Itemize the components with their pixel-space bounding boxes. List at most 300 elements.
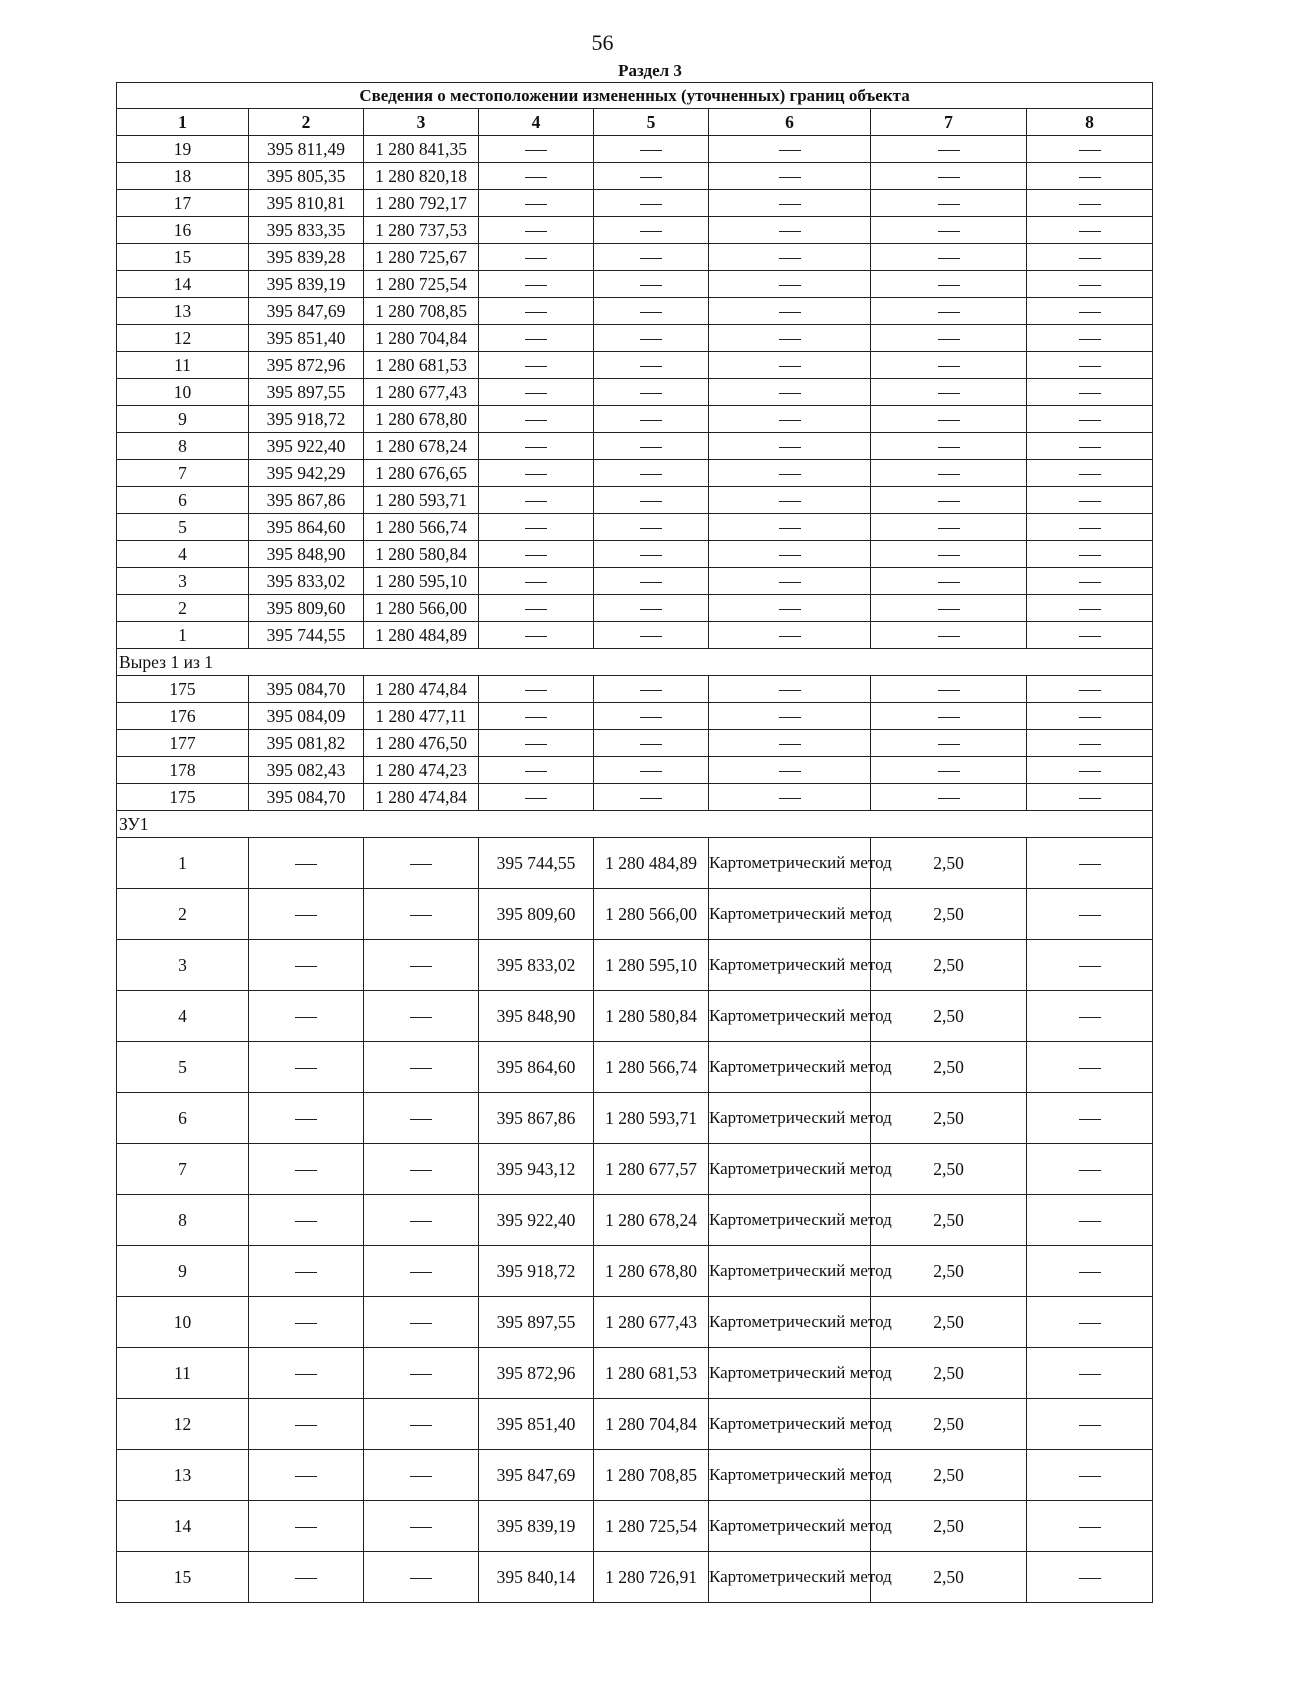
- method-cell: Картометрический метод: [709, 1246, 871, 1297]
- table-caption: Сведения о местоположении измененных (уточненных) границ объекта: [117, 83, 1153, 109]
- empty-value-cell: [249, 1552, 364, 1603]
- coord-y-cell: 1 280 681,53: [364, 352, 479, 379]
- new-coord-x-cell: 395 918,72: [479, 1246, 594, 1297]
- dash-mark: [640, 798, 662, 799]
- cutout-table-row: [117, 757, 1153, 784]
- method-cell: Картометрический метод: [709, 1297, 871, 1348]
- coord-y-cell: 1 280 566,74: [364, 514, 479, 541]
- dash-mark: [640, 690, 662, 691]
- method-cell: Картометрический метод: [709, 1552, 871, 1603]
- coord-y-cell: 1 280 677,43: [364, 379, 479, 406]
- accuracy-cell: 2,50: [871, 1093, 1027, 1144]
- empty-value-cell: [1027, 298, 1153, 325]
- dash-mark: [938, 528, 960, 529]
- empty-value-cell: [871, 784, 1027, 811]
- empty-value-cell: [249, 1450, 364, 1501]
- empty-value-cell: [871, 325, 1027, 352]
- new-coord-x-cell: 395 840,14: [479, 1552, 594, 1603]
- coord-y-cell: 1 280 725,54: [364, 271, 479, 298]
- method-cell: Картометрический метод: [709, 1348, 871, 1399]
- dash-mark: [938, 231, 960, 232]
- dash-mark: [525, 474, 547, 475]
- dash-mark: [525, 339, 547, 340]
- point-number-cell: 1: [117, 838, 249, 889]
- dash-mark: [779, 717, 801, 718]
- empty-value-cell: [594, 217, 709, 244]
- zu-table-row: [117, 1450, 1153, 1501]
- empty-value-cell: [709, 379, 871, 406]
- dash-mark: [779, 150, 801, 151]
- dash-mark: [779, 258, 801, 259]
- dash-mark: [525, 636, 547, 637]
- empty-value-cell: [364, 1297, 479, 1348]
- accuracy-cell: 2,50: [871, 1501, 1027, 1552]
- empty-value-cell: [594, 244, 709, 271]
- empty-value-cell: [1027, 757, 1153, 784]
- empty-value-cell: [594, 163, 709, 190]
- empty-value-cell: [1027, 163, 1153, 190]
- dash-mark: [525, 312, 547, 313]
- empty-value-cell: [364, 1501, 479, 1552]
- point-number-cell: 14: [117, 1501, 249, 1552]
- point-number-cell: 9: [117, 1246, 249, 1297]
- empty-value-cell: [594, 406, 709, 433]
- empty-value-cell: [479, 703, 594, 730]
- empty-value-cell: [594, 298, 709, 325]
- point-number-cell: 1: [117, 622, 249, 649]
- empty-value-cell: [1027, 541, 1153, 568]
- dash-mark: [779, 204, 801, 205]
- dash-mark: [1079, 420, 1101, 421]
- dash-mark: [1079, 177, 1101, 178]
- point-number-cell: 175: [117, 784, 249, 811]
- dash-mark: [938, 204, 960, 205]
- coord-x-cell: 395 847,69: [249, 298, 364, 325]
- dash-mark: [779, 690, 801, 691]
- empty-value-cell: [709, 460, 871, 487]
- empty-value-cell: [1027, 1399, 1153, 1450]
- empty-value-cell: [594, 622, 709, 649]
- zu-section-row-label: ЗУ1: [117, 811, 1153, 838]
- empty-value-cell: [479, 487, 594, 514]
- coord-y-cell: 1 280 704,84: [364, 325, 479, 352]
- point-number-cell: 7: [117, 460, 249, 487]
- empty-value-cell: [1027, 784, 1153, 811]
- method-cell: Картометрический метод: [709, 1399, 871, 1450]
- dash-mark: [295, 1017, 317, 1018]
- point-number-cell: 178: [117, 757, 249, 784]
- table-row: [117, 514, 1153, 541]
- empty-value-cell: [594, 568, 709, 595]
- point-number-cell: 16: [117, 217, 249, 244]
- dash-mark: [1079, 1374, 1101, 1375]
- empty-value-cell: [1027, 1246, 1153, 1297]
- dash-mark: [410, 1119, 432, 1120]
- empty-value-cell: [871, 676, 1027, 703]
- dash-mark: [1079, 744, 1101, 745]
- coord-x-cell: 395 922,40: [249, 433, 364, 460]
- dash-mark: [525, 717, 547, 718]
- point-number-cell: 9: [117, 406, 249, 433]
- coord-y-cell: 1 280 580,84: [364, 541, 479, 568]
- new-coord-x-cell: 395 864,60: [479, 1042, 594, 1093]
- table-row: [117, 352, 1153, 379]
- point-number-cell: 15: [117, 244, 249, 271]
- dash-mark: [295, 1374, 317, 1375]
- empty-value-cell: [871, 271, 1027, 298]
- dash-mark: [410, 1068, 432, 1069]
- dash-mark: [640, 258, 662, 259]
- dash-mark: [640, 231, 662, 232]
- dash-mark: [410, 1272, 432, 1273]
- empty-value-cell: [1027, 889, 1153, 940]
- coord-y-cell: 1 280 593,71: [364, 487, 479, 514]
- table-row: [117, 406, 1153, 433]
- dash-mark: [1079, 1272, 1101, 1273]
- dash-mark: [410, 915, 432, 916]
- table-caption-row: [117, 83, 1153, 109]
- coord-x-cell: 395 851,40: [249, 325, 364, 352]
- dash-mark: [410, 1170, 432, 1171]
- dash-mark: [525, 204, 547, 205]
- empty-value-cell: [364, 889, 479, 940]
- dash-mark: [1079, 339, 1101, 340]
- new-coord-y-cell: 1 280 681,53: [594, 1348, 709, 1399]
- dash-mark: [295, 1068, 317, 1069]
- dash-mark: [1079, 690, 1101, 691]
- column-header: 8: [1027, 109, 1153, 136]
- new-coord-x-cell: 395 744,55: [479, 838, 594, 889]
- empty-value-cell: [871, 136, 1027, 163]
- dash-mark: [779, 366, 801, 367]
- coord-x-cell: 395 744,55: [249, 622, 364, 649]
- method-cell: Картометрический метод: [709, 1195, 871, 1246]
- point-number-cell: 176: [117, 703, 249, 730]
- empty-value-cell: [479, 406, 594, 433]
- dash-mark: [779, 177, 801, 178]
- dash-mark: [640, 150, 662, 151]
- dash-mark: [1079, 1578, 1101, 1579]
- dash-mark: [779, 447, 801, 448]
- empty-value-cell: [479, 460, 594, 487]
- new-coord-y-cell: 1 280 595,10: [594, 940, 709, 991]
- empty-value-cell: [594, 136, 709, 163]
- point-number-cell: 18: [117, 163, 249, 190]
- dash-mark: [525, 393, 547, 394]
- zu-table-row: [117, 1399, 1153, 1450]
- point-number-cell: 11: [117, 1348, 249, 1399]
- empty-value-cell: [479, 271, 594, 298]
- new-coord-y-cell: 1 280 566,74: [594, 1042, 709, 1093]
- empty-value-cell: [479, 217, 594, 244]
- new-coord-y-cell: 1 280 677,57: [594, 1144, 709, 1195]
- empty-value-cell: [709, 514, 871, 541]
- dash-mark: [779, 555, 801, 556]
- dash-mark: [938, 366, 960, 367]
- table-row: [117, 244, 1153, 271]
- empty-value-cell: [1027, 352, 1153, 379]
- method-cell: Картометрический метод: [709, 889, 871, 940]
- zu-table-row: [117, 991, 1153, 1042]
- empty-value-cell: [594, 433, 709, 460]
- point-number-cell: 4: [117, 991, 249, 1042]
- dash-mark: [1079, 636, 1101, 637]
- column-header: 5: [594, 109, 709, 136]
- dash-mark: [1079, 1425, 1101, 1426]
- empty-value-cell: [871, 595, 1027, 622]
- point-number-cell: 17: [117, 190, 249, 217]
- dash-mark: [1079, 1323, 1101, 1324]
- dash-mark: [410, 1527, 432, 1528]
- dash-mark: [295, 864, 317, 865]
- empty-value-cell: [1027, 940, 1153, 991]
- table-row: [117, 622, 1153, 649]
- point-number-cell: 8: [117, 1195, 249, 1246]
- coord-x-cell: 395 805,35: [249, 163, 364, 190]
- empty-value-cell: [1027, 1501, 1153, 1552]
- empty-value-cell: [249, 1042, 364, 1093]
- dash-mark: [779, 420, 801, 421]
- empty-value-cell: [709, 676, 871, 703]
- empty-value-cell: [1027, 1450, 1153, 1501]
- empty-value-cell: [709, 595, 871, 622]
- dash-mark: [1079, 501, 1101, 502]
- dash-mark: [1079, 1527, 1101, 1528]
- empty-value-cell: [709, 271, 871, 298]
- table-row: [117, 163, 1153, 190]
- point-number-cell: 13: [117, 298, 249, 325]
- table-row: [117, 190, 1153, 217]
- coord-x-cell: 395 811,49: [249, 136, 364, 163]
- empty-value-cell: [1027, 433, 1153, 460]
- dash-mark: [1079, 966, 1101, 967]
- new-coord-x-cell: 395 809,60: [479, 889, 594, 940]
- dash-mark: [779, 744, 801, 745]
- dash-mark: [295, 1578, 317, 1579]
- dash-mark: [938, 393, 960, 394]
- section-title: Раздел 3: [618, 61, 682, 80]
- empty-value-cell: [479, 163, 594, 190]
- new-coord-y-cell: 1 280 726,91: [594, 1552, 709, 1603]
- empty-value-cell: [1027, 379, 1153, 406]
- point-number-cell: 12: [117, 1399, 249, 1450]
- coord-x-cell: 395 848,90: [249, 541, 364, 568]
- cutout-table-row: [117, 676, 1153, 703]
- dash-mark: [779, 393, 801, 394]
- point-number-cell: 12: [117, 325, 249, 352]
- new-coord-y-cell: 1 280 484,89: [594, 838, 709, 889]
- dash-mark: [1079, 1221, 1101, 1222]
- cutout-table-row: [117, 703, 1153, 730]
- empty-value-cell: [709, 541, 871, 568]
- column-header: 7: [871, 109, 1027, 136]
- column-header: 4: [479, 109, 594, 136]
- empty-value-cell: [709, 406, 871, 433]
- empty-value-cell: [1027, 1144, 1153, 1195]
- empty-value-cell: [479, 730, 594, 757]
- empty-value-cell: [709, 163, 871, 190]
- table-row: [117, 271, 1153, 298]
- zu-table-row: [117, 1348, 1153, 1399]
- dash-mark: [938, 447, 960, 448]
- empty-value-cell: [871, 541, 1027, 568]
- empty-value-cell: [594, 595, 709, 622]
- point-number-cell: 177: [117, 730, 249, 757]
- dash-mark: [525, 258, 547, 259]
- dash-mark: [1079, 1068, 1101, 1069]
- empty-value-cell: [871, 352, 1027, 379]
- dash-mark: [1079, 312, 1101, 313]
- zu-table-row: [117, 1195, 1153, 1246]
- empty-value-cell: [364, 1042, 479, 1093]
- empty-value-cell: [709, 568, 871, 595]
- dash-mark: [410, 966, 432, 967]
- zu-table-row: [117, 838, 1153, 889]
- empty-value-cell: [594, 190, 709, 217]
- point-number-cell: 6: [117, 487, 249, 514]
- method-cell: Картометрический метод: [709, 1144, 871, 1195]
- empty-value-cell: [871, 298, 1027, 325]
- table-row: [117, 217, 1153, 244]
- empty-value-cell: [1027, 838, 1153, 889]
- dash-mark: [938, 501, 960, 502]
- dash-mark: [295, 1272, 317, 1273]
- empty-value-cell: [364, 1195, 479, 1246]
- table-row: [117, 325, 1153, 352]
- dash-mark: [410, 1323, 432, 1324]
- dash-mark: [525, 177, 547, 178]
- empty-value-cell: [479, 352, 594, 379]
- accuracy-cell: 2,50: [871, 1246, 1027, 1297]
- new-coord-y-cell: 1 280 566,00: [594, 889, 709, 940]
- empty-value-cell: [709, 244, 871, 271]
- dash-mark: [640, 339, 662, 340]
- empty-value-cell: [709, 190, 871, 217]
- dash-mark: [938, 717, 960, 718]
- dash-mark: [640, 312, 662, 313]
- column-header-row: [117, 109, 1153, 136]
- column-header: 6: [709, 109, 871, 136]
- dash-mark: [525, 150, 547, 151]
- empty-value-cell: [249, 1093, 364, 1144]
- dash-mark: [525, 771, 547, 772]
- dash-mark: [1079, 1017, 1101, 1018]
- dash-mark: [779, 528, 801, 529]
- coord-y-cell: 1 280 708,85: [364, 298, 479, 325]
- empty-value-cell: [871, 406, 1027, 433]
- method-cell: Картометрический метод: [709, 1450, 871, 1501]
- dash-mark: [1079, 285, 1101, 286]
- empty-value-cell: [479, 433, 594, 460]
- coord-x-cell: 395 082,43: [249, 757, 364, 784]
- empty-value-cell: [1027, 190, 1153, 217]
- dash-mark: [295, 915, 317, 916]
- empty-value-cell: [709, 217, 871, 244]
- point-number-cell: 2: [117, 595, 249, 622]
- empty-value-cell: [871, 487, 1027, 514]
- dash-mark: [525, 420, 547, 421]
- zu-table-row: [117, 889, 1153, 940]
- dash-mark: [525, 501, 547, 502]
- coord-x-cell: 395 864,60: [249, 514, 364, 541]
- coord-x-cell: 395 872,96: [249, 352, 364, 379]
- coord-x-cell: 395 084,70: [249, 784, 364, 811]
- dash-mark: [410, 1578, 432, 1579]
- new-coord-x-cell: 395 851,40: [479, 1399, 594, 1450]
- coord-y-cell: 1 280 676,65: [364, 460, 479, 487]
- coord-y-cell: 1 280 474,84: [364, 676, 479, 703]
- dash-mark: [410, 1374, 432, 1375]
- dash-mark: [640, 744, 662, 745]
- empty-value-cell: [249, 940, 364, 991]
- dash-mark: [1079, 204, 1101, 205]
- empty-value-cell: [1027, 217, 1153, 244]
- new-coord-y-cell: 1 280 580,84: [594, 991, 709, 1042]
- empty-value-cell: [479, 136, 594, 163]
- table-row: [117, 379, 1153, 406]
- dash-mark: [640, 582, 662, 583]
- dash-mark: [1079, 528, 1101, 529]
- accuracy-cell: 2,50: [871, 1552, 1027, 1603]
- empty-value-cell: [249, 1399, 364, 1450]
- empty-value-cell: [709, 352, 871, 379]
- method-cell: Картометрический метод: [709, 838, 871, 889]
- coord-x-cell: 395 810,81: [249, 190, 364, 217]
- coord-y-cell: 1 280 820,18: [364, 163, 479, 190]
- coord-y-cell: 1 280 595,10: [364, 568, 479, 595]
- empty-value-cell: [871, 568, 1027, 595]
- empty-value-cell: [709, 784, 871, 811]
- empty-value-cell: [1027, 1297, 1153, 1348]
- empty-value-cell: [871, 622, 1027, 649]
- dash-mark: [779, 798, 801, 799]
- empty-value-cell: [594, 676, 709, 703]
- dash-mark: [525, 366, 547, 367]
- empty-value-cell: [709, 433, 871, 460]
- zu-table-row: [117, 1144, 1153, 1195]
- zu-section-row: [117, 811, 1153, 838]
- dash-mark: [525, 528, 547, 529]
- empty-value-cell: [249, 1297, 364, 1348]
- dash-mark: [938, 258, 960, 259]
- coord-x-cell: 395 839,28: [249, 244, 364, 271]
- dash-mark: [779, 339, 801, 340]
- dash-mark: [640, 474, 662, 475]
- empty-value-cell: [1027, 271, 1153, 298]
- dash-mark: [525, 231, 547, 232]
- dash-mark: [1079, 258, 1101, 259]
- dash-mark: [295, 1425, 317, 1426]
- method-cell: Картометрический метод: [709, 940, 871, 991]
- dash-mark: [525, 582, 547, 583]
- dash-mark: [295, 1221, 317, 1222]
- point-number-cell: 13: [117, 1450, 249, 1501]
- empty-value-cell: [1027, 244, 1153, 271]
- method-cell: Картометрический метод: [709, 1093, 871, 1144]
- dash-mark: [410, 864, 432, 865]
- dash-mark: [938, 771, 960, 772]
- accuracy-cell: 2,50: [871, 838, 1027, 889]
- empty-value-cell: [594, 352, 709, 379]
- empty-value-cell: [479, 190, 594, 217]
- empty-value-cell: [479, 298, 594, 325]
- new-coord-x-cell: 395 943,12: [479, 1144, 594, 1195]
- method-cell: Картометрический метод: [709, 1501, 871, 1552]
- dash-mark: [938, 609, 960, 610]
- dash-mark: [640, 501, 662, 502]
- coord-y-cell: 1 280 678,80: [364, 406, 479, 433]
- zu-table-row: [117, 1552, 1153, 1603]
